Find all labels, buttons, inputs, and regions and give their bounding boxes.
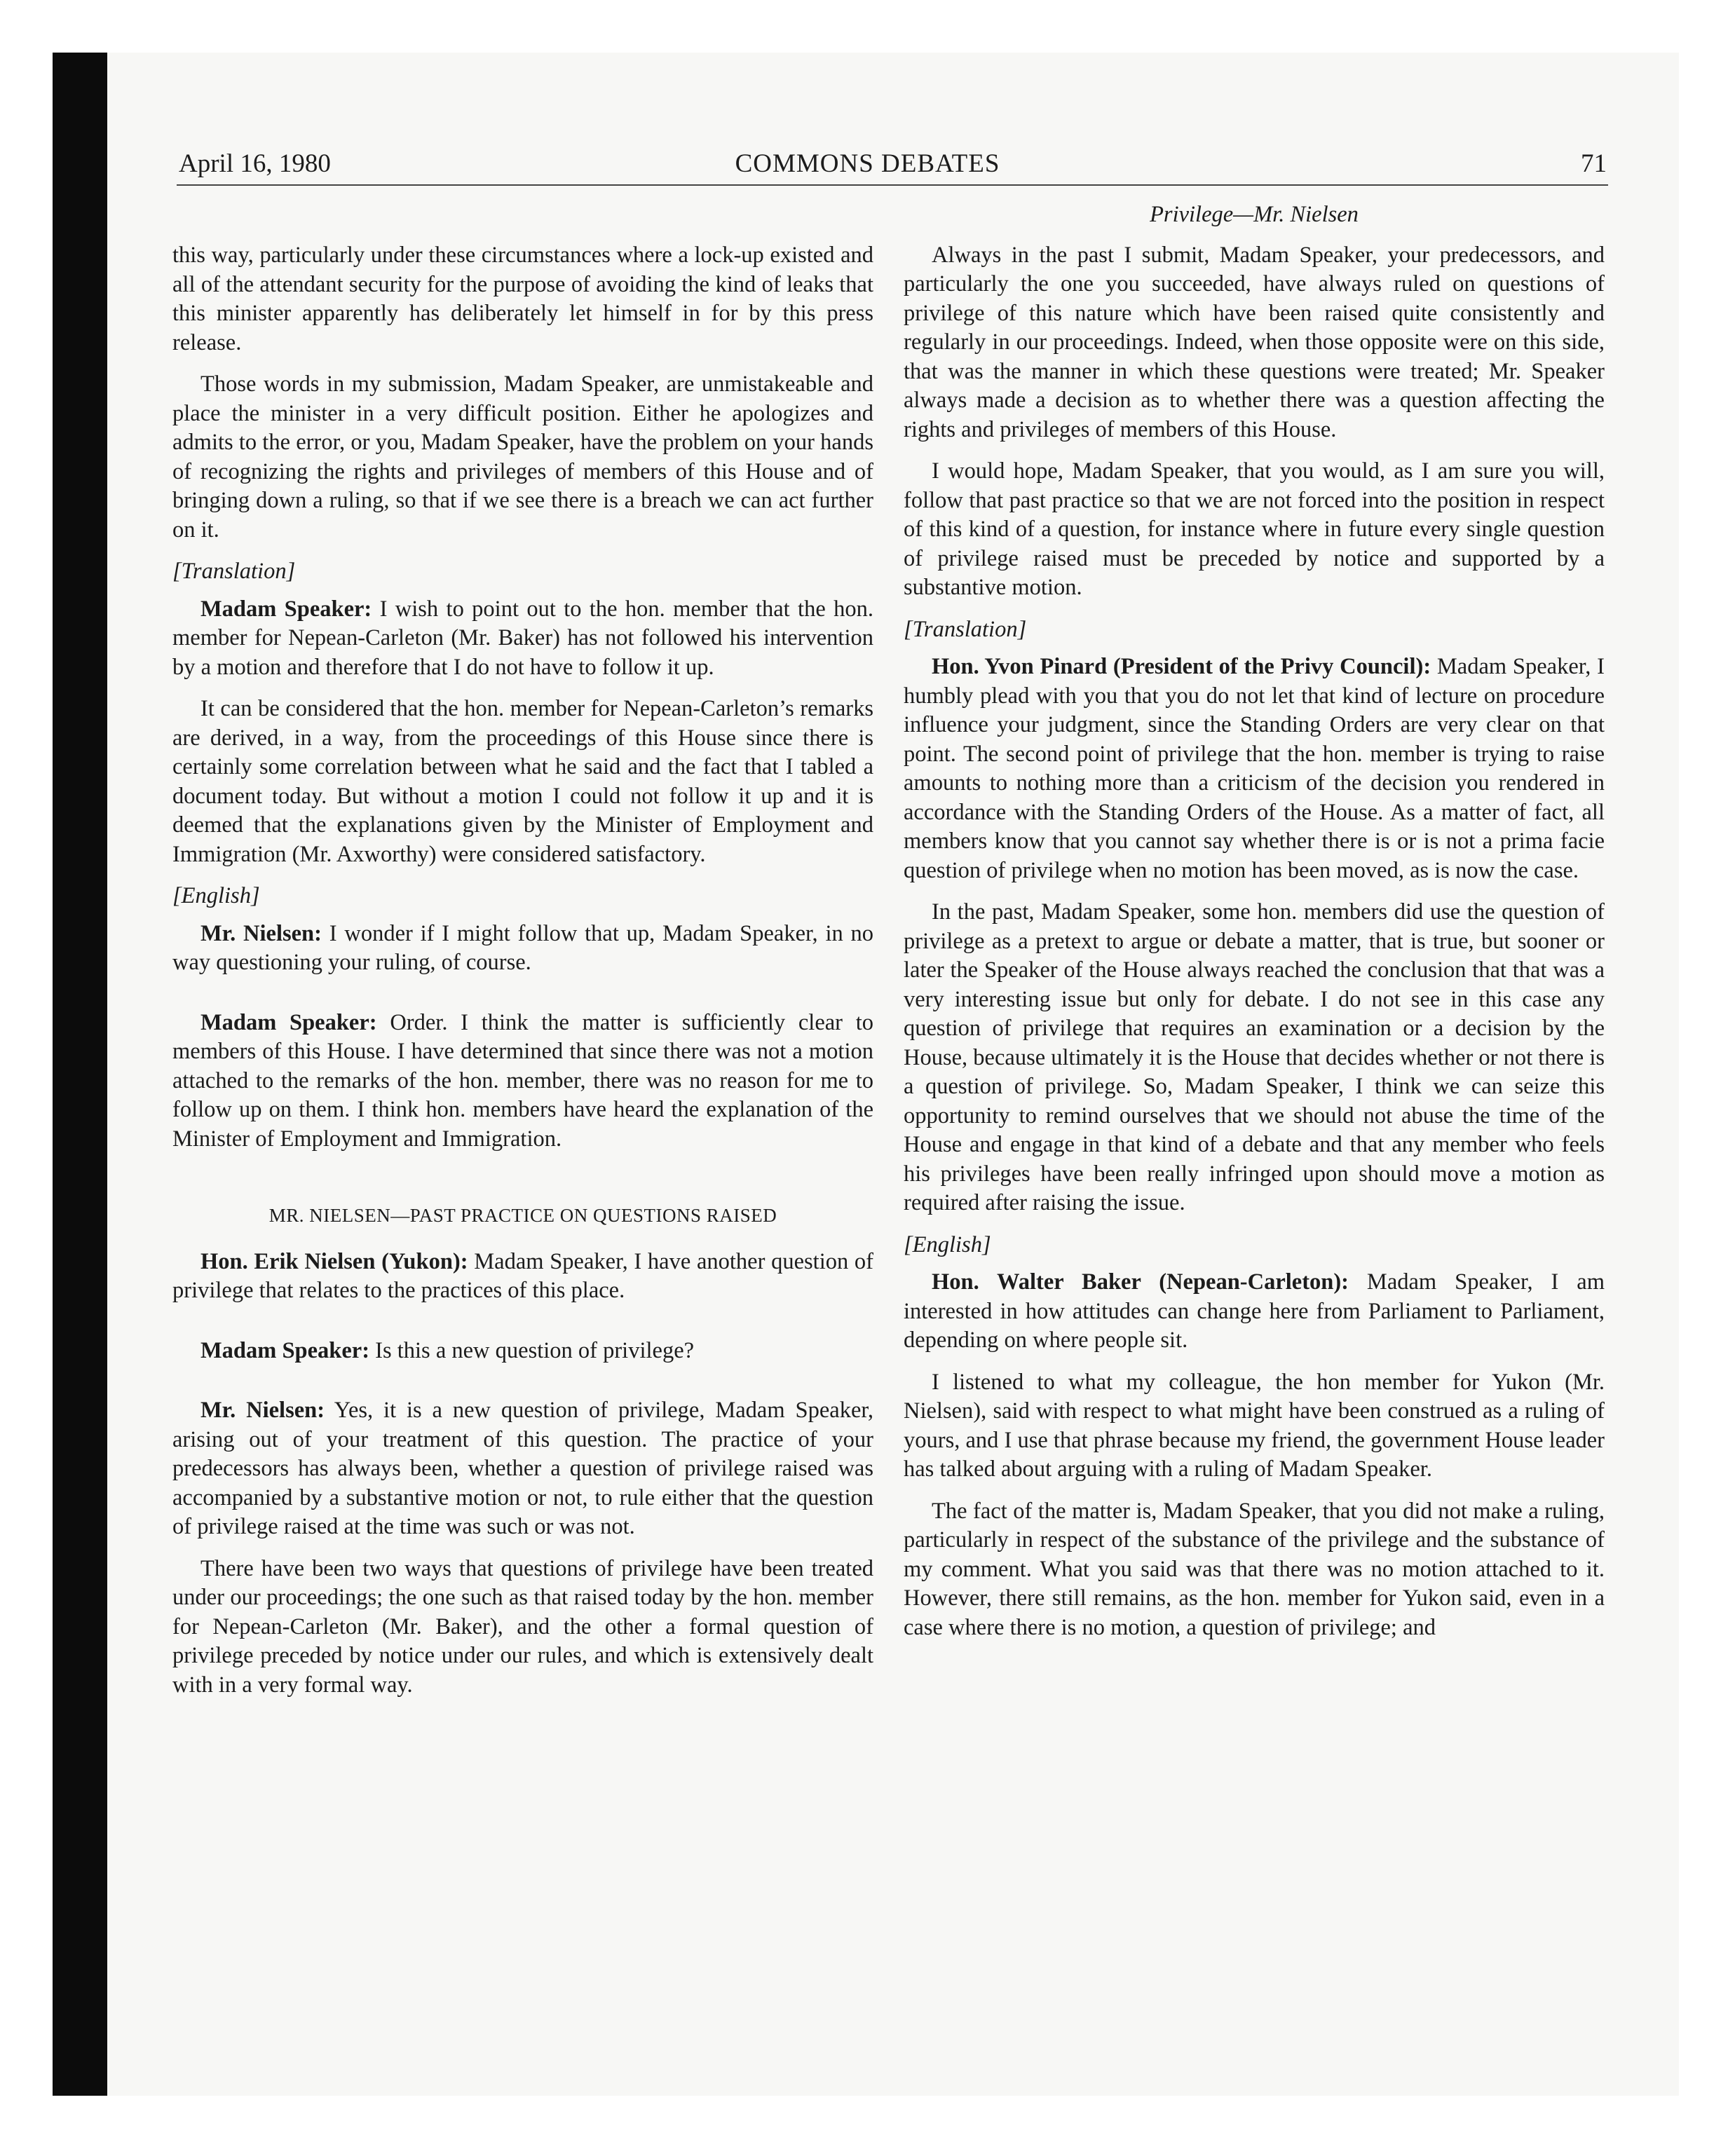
speech <box>172 1248 873 1306</box>
speaker-name: Madam Speaker: <box>200 1337 370 1363</box>
left-column <box>172 241 873 1712</box>
speech-text: Is this a new question of privilege? <box>375 1337 695 1363</box>
language-marker: [Translation] <box>904 616 1027 642</box>
section-heading: MR. NIELSEN—PAST PRACTICE ON QUESTIONS RAISED <box>268 1205 777 1226</box>
speech-text: I wonder if I might follow that up, Madam Speaker, in no way questioning your ruling, of course. <box>172 920 874 975</box>
language-marker: [Translation] <box>172 559 296 584</box>
right-column <box>904 200 1605 1655</box>
paragraph: this way, particularly under these circumstances where a lock-up existed and all of the attendant security for the purpose of avoiding the kind of leaks that this minister apparently has deliberately let himself in for by this press release. <box>172 243 873 355</box>
speech <box>172 1337 873 1366</box>
speaker-name: Hon. Erik Nielsen (Yukon): <box>200 1248 468 1274</box>
scan-edge-bar <box>53 53 107 2096</box>
running-head: Privilege—Mr. Nielsen <box>1150 202 1359 227</box>
speech-text: Madam Speaker, I humbly plead with you that you do not let that kind of lecture on procedure influence your judgment, since the Standing Orders are very clear on that point. The second point of privilege that the hon. member is trying to raise amounts to nothing more than a criticism of the decision you rendered in accordance with the Standing Orders of the House. As a matter of fact, all members know that you cannot say whether there is or is not a prima facie question of privilege when no motion has been moved, as is now the case. <box>904 654 1605 883</box>
speech <box>172 1396 873 1542</box>
speaker-name: Hon. Walter Baker (Nepean-Carleton): <box>932 1269 1349 1295</box>
page-number: 71 <box>1581 149 1607 178</box>
speaker-name: Mr. Nielsen: <box>200 1398 325 1423</box>
speech <box>172 920 873 978</box>
paragraph: It can be considered that the hon. member for Nepean-Carleton’s remarks are derived, in a way, from the proceedings of this House since there is certainly some correlation between what he said and the fact that I tabled a document today. But without a motion I could not follow it up and it is deemed that the explanations given by the Minister of Employment and Immigration (Mr. Axworthy) were considered satisfactory. <box>172 696 873 867</box>
speech <box>172 595 873 683</box>
paragraph: I listened to what my colleague, the hon member for Yukon (Mr. Nielsen), said with respect to what might have been construed as a ruling of yours, and I use that phrase because my friend, the government House leader has talked about arguing with a ruling of Madam Speaker. <box>904 1369 1605 1482</box>
paragraph: There have been two ways that questions of privilege have been treated under our proceedings; the one such as that raised today by the hon. member for Nepean-Carleton (Mr. Baker), and the other a formal question of privilege preceded by notice under our rules, and which is extensively dealt with in a very formal way. <box>172 1555 873 1698</box>
header-date: April 16, 1980 <box>179 149 331 178</box>
speaker-name: Hon. Yvon Pinard (President of the Privy Council): <box>932 654 1431 679</box>
speech <box>172 1009 873 1154</box>
speech-text: Yes, it is a new question of privilege, Madam Speaker, arising out of your treatment of this question. The practice of your predecessors has always been, whether a question of privilege raised was accompanied by a substantive motion or not, to rule either that the question of privilege raised at the time was such or was not. <box>172 1398 874 1539</box>
paragraph: Those words in my submission, Madam Speaker, are unmistakeable and place the minister in a very difficult position. Either he apologizes and admits to the error, or you, Madam Speaker, have the problem on your hands of recognizing the rights and privileges of members of this House and of bringing down a ruling, so that if we see there is a breach we can act further on it. <box>172 371 873 543</box>
speech <box>904 653 1605 885</box>
speaker-name: Madam Speaker: <box>200 1009 377 1035</box>
paragraph: In the past, Madam Speaker, some hon. members did use the question of privilege as a pretext to argue or debate a matter, that is true, but sooner or later the Speaker of the House always reached the conclusion that that was a very interesting issue but only for debate. I do not see in this case any question of privilege that requires an examination or a decision by the House, because ultimately it is the House that decides whether or not there is a question of privilege. So, Madam Speaker, I think we can seize this opportunity to remind ourselves that we should not abuse the time of the House and engage in that kind of a debate and that any member who feels his privileges have been really infringed upon should move a motion as required after raising the issue. <box>904 899 1605 1215</box>
speech-text: Order. I think the matter is sufficiently clear to members of this House. I have determined that since there was not a motion attached to the remarks of the hon. member, there was no reason for me to follow up on them. I think hon. members have heard the explanation of the Minister of Employment and Immigration. <box>172 1009 873 1152</box>
speech <box>904 1268 1605 1356</box>
paragraph: The fact of the matter is, Madam Speaker, that you did not make a ruling, particularly in respect of the substance of the privilege and the substance of my comment. What you said was that there was no motion attached to it. However, there still remains, as the hon. member for Yukon said, even in a case where there is no motion, a question of privilege; and <box>904 1498 1605 1640</box>
paragraph: Always in the past I submit, Madam Speaker, your predecessors, and particularly the one you succeeded, have always ruled on questions of privilege of this nature which have been raised quite consistently and regularly in our proceedings. Indeed, when those opposite were on this side, that was the manner in which these questions were treated; Mr. Speaker always made a decision as to whether there was a question affecting the rights and privileges of members of this House. <box>904 242 1605 442</box>
speaker-name: Mr. Nielsen: <box>200 920 322 946</box>
paragraph: I would hope, Madam Speaker, that you would, as I am sure you will, follow that past practice so that we are not forced into the position in respect of this kind of a question, for instance where in future every single question of privilege raised must be preceded by notice and supported by a substantive motion. <box>904 458 1605 600</box>
header-title: COMMONS DEBATES <box>735 149 1000 178</box>
speech-text: I wish to point out to the hon. member that the hon. member for Nepean-Carleton (Mr. Baker) has not followed his intervention by a motion and therefore that I do not have to follow it up. <box>172 596 873 680</box>
language-marker: [English] <box>172 883 260 908</box>
language-marker: [English] <box>904 1231 991 1257</box>
speaker-name: Madam Speaker: <box>200 596 372 622</box>
speech-text: Madam Speaker, I am interested in how attitudes can change here from Parliament to Parliament, depending on where people sit. <box>904 1269 1605 1353</box>
header-rule <box>177 184 1608 186</box>
speech-text: Madam Speaker, I have another question of privilege that relates to the practices of this place. <box>172 1248 874 1303</box>
